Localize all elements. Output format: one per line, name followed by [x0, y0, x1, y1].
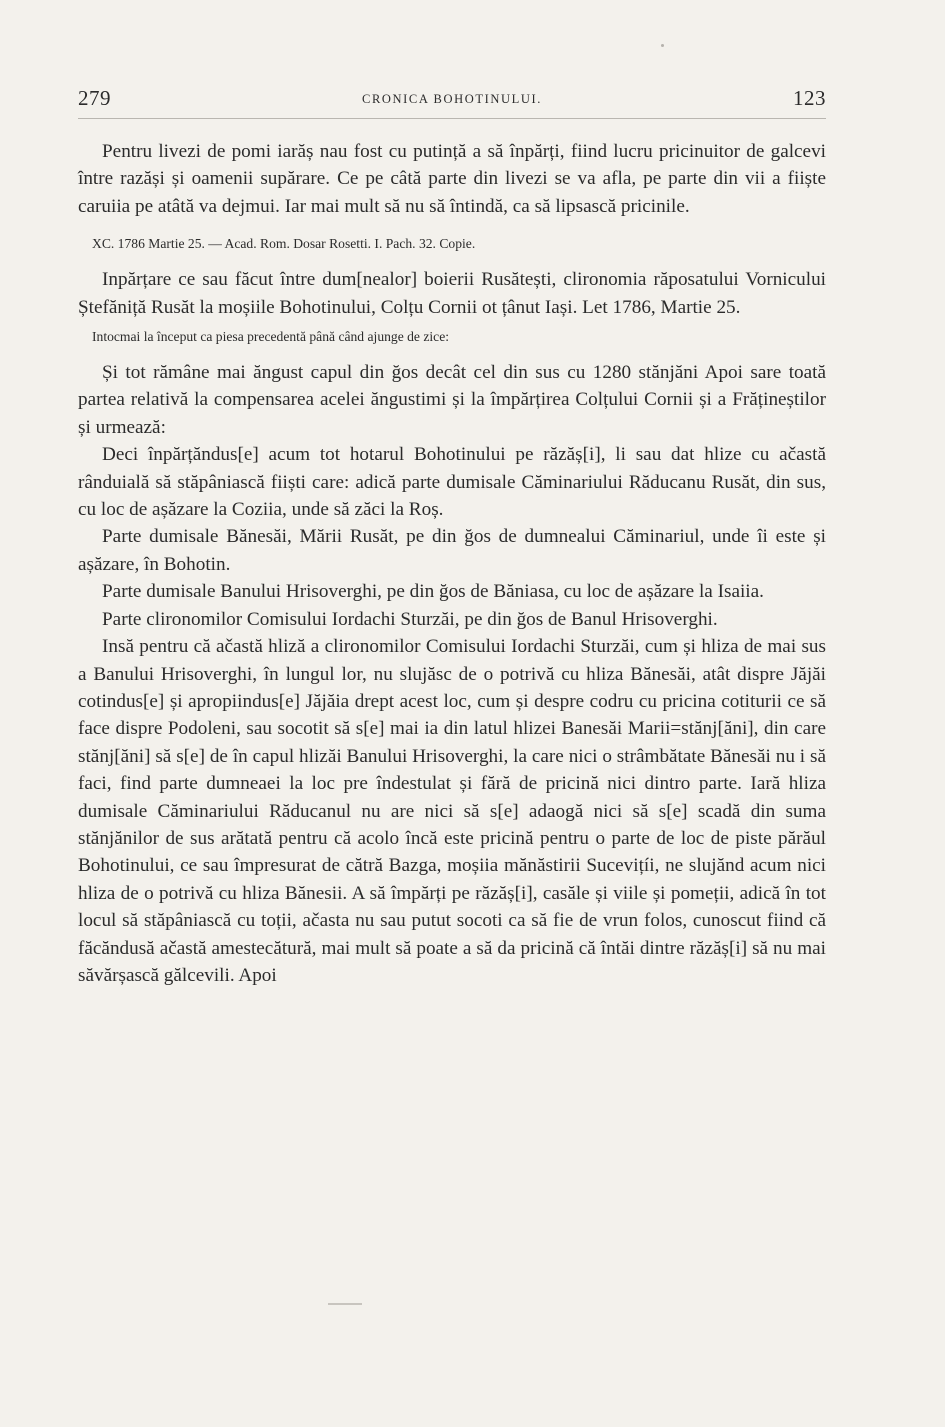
footer-mark: [328, 1303, 362, 1305]
paragraph: Parte dumisale Banului Hrisoverghi, pe din ğos de Băniasa, cu loc de așăzare la Isaiia.: [102, 581, 764, 603]
paragraph: Insă pentru că ačastă hliză a clironomilor Comisului Iordachi Sturzăi, cum și hliza de mai sus a Banului Hrisoverghi, în lungul lor, nu slujăsc de o potrivă cu hliza Bănesăi, atât dispre Jăjăi cotindus[e] și apropiindus[e] Jăjăia drept acest loc, cum și despre codru cu pricina cotiturii ce să face dispre Podoleni, sau socotit să s[e] mai ia din latul hlizei Banesăi Marii=stănj[ăni], din care stănj[ăni] să s[e] de în capul hlizăi Banului Hrisoverghi, la care nici o strâmbătate Bănesăi nu i să faci, find parte dumneaei la loc pre îndestulat și fără de pricină nici dintro parte. Iară hliza dumisale Căminariului Răducanul nu are nici să s[e] adaogă nici să s[e] scadă din suma stănjănilor de sus arătată pentru că acolo încă este pricină pentru o parte de loc de piste părăul Bohotinului, ce sau împresurat de cătră Bazga, moșiia mănăstirii Sucevițíi, ne slujănd acum nici hliza de o potrivă cu hliza Bănesii. A să împărți pe răzăș[i], casăle și viile și pomeții, adică în tot locul să stăpâniască cu toții, ačasta nu sau putut socoti ca să fie de vrun folos, cunoscut fiind că făcăndusă ačastă amestecătură, mai mult să poate a să da pricină că întăi dintre răzăș[i] să nu mai săvărșască gălcevili. Apoi: [78, 636, 826, 986]
paragraph: Parte dumisale Bănesăi, Mării Rusăt, pe din ğos de dumnealui Căminariul, unde îi este și așăzare, în Bohotin.: [78, 526, 826, 575]
paragraph: Deci înpărțăndus[e] acum tot hotarul Bohotinului pe răzăș[i], li sau dat hlize cu ačastă rânduială să stăpâniască fiiști care: adică parte dumisale Căminariului Răducanu Rusăt, din sus, cu loc de așăzare la Coziia, unde să zăci la Roș.: [78, 444, 826, 521]
page-number-left: 279: [78, 86, 111, 110]
paragraph: Și tot rămâne mai ăngust capul din ğos decât cel din sus cu 1280 stănjăni Apoi sare toată partea relativă la compensarea acelei ăngustimi și la împărțirea Colțului Cornii și a Frățineștilor și urmează:: [78, 362, 826, 438]
paper-speck: [661, 44, 664, 47]
body-text: [78, 138, 826, 989]
page-number-right: 123: [793, 86, 826, 110]
header-rule: [78, 118, 826, 119]
editorial-note: Intocmai la început ca piesa precedentă până când ajunge de zice:: [92, 329, 450, 345]
document-heading: Inpărțare ce sau făcut între dum[nealor] boierii Rusătești, clironomia răposatului Vornicului Ștefăniță Rusăt la moșiile Bohotinului, Colțu Cornii ot țânut Iași. Let 1786, Martie 25.: [78, 269, 826, 318]
running-title: CRONICA BOHOTINULUI.: [362, 92, 542, 106]
paragraph: Pentru livezi de pomi iarăș nau fost cu putință a să înpărți, fiind lucru pricinuitor de galcevi între razăși și oamenii supărare. Ce pe câtă parte din livezi se va afla, pe parte din vii a fiiște caruiia pe atâtă va dejmui. Iar mai mult să nu să întindă, ca să lipsască pricinile.: [78, 141, 826, 217]
document-citation: XC. 1786 Martie 25. — Acad. Rom. Dosar Rosetti. I. Pach. 32. Copie.: [92, 236, 476, 252]
page-header: [78, 86, 826, 112]
paragraph: Parte clironomilor Comisului Iordachi Sturzăi, pe din ğos de Banul Hrisoverghi.: [102, 608, 718, 630]
